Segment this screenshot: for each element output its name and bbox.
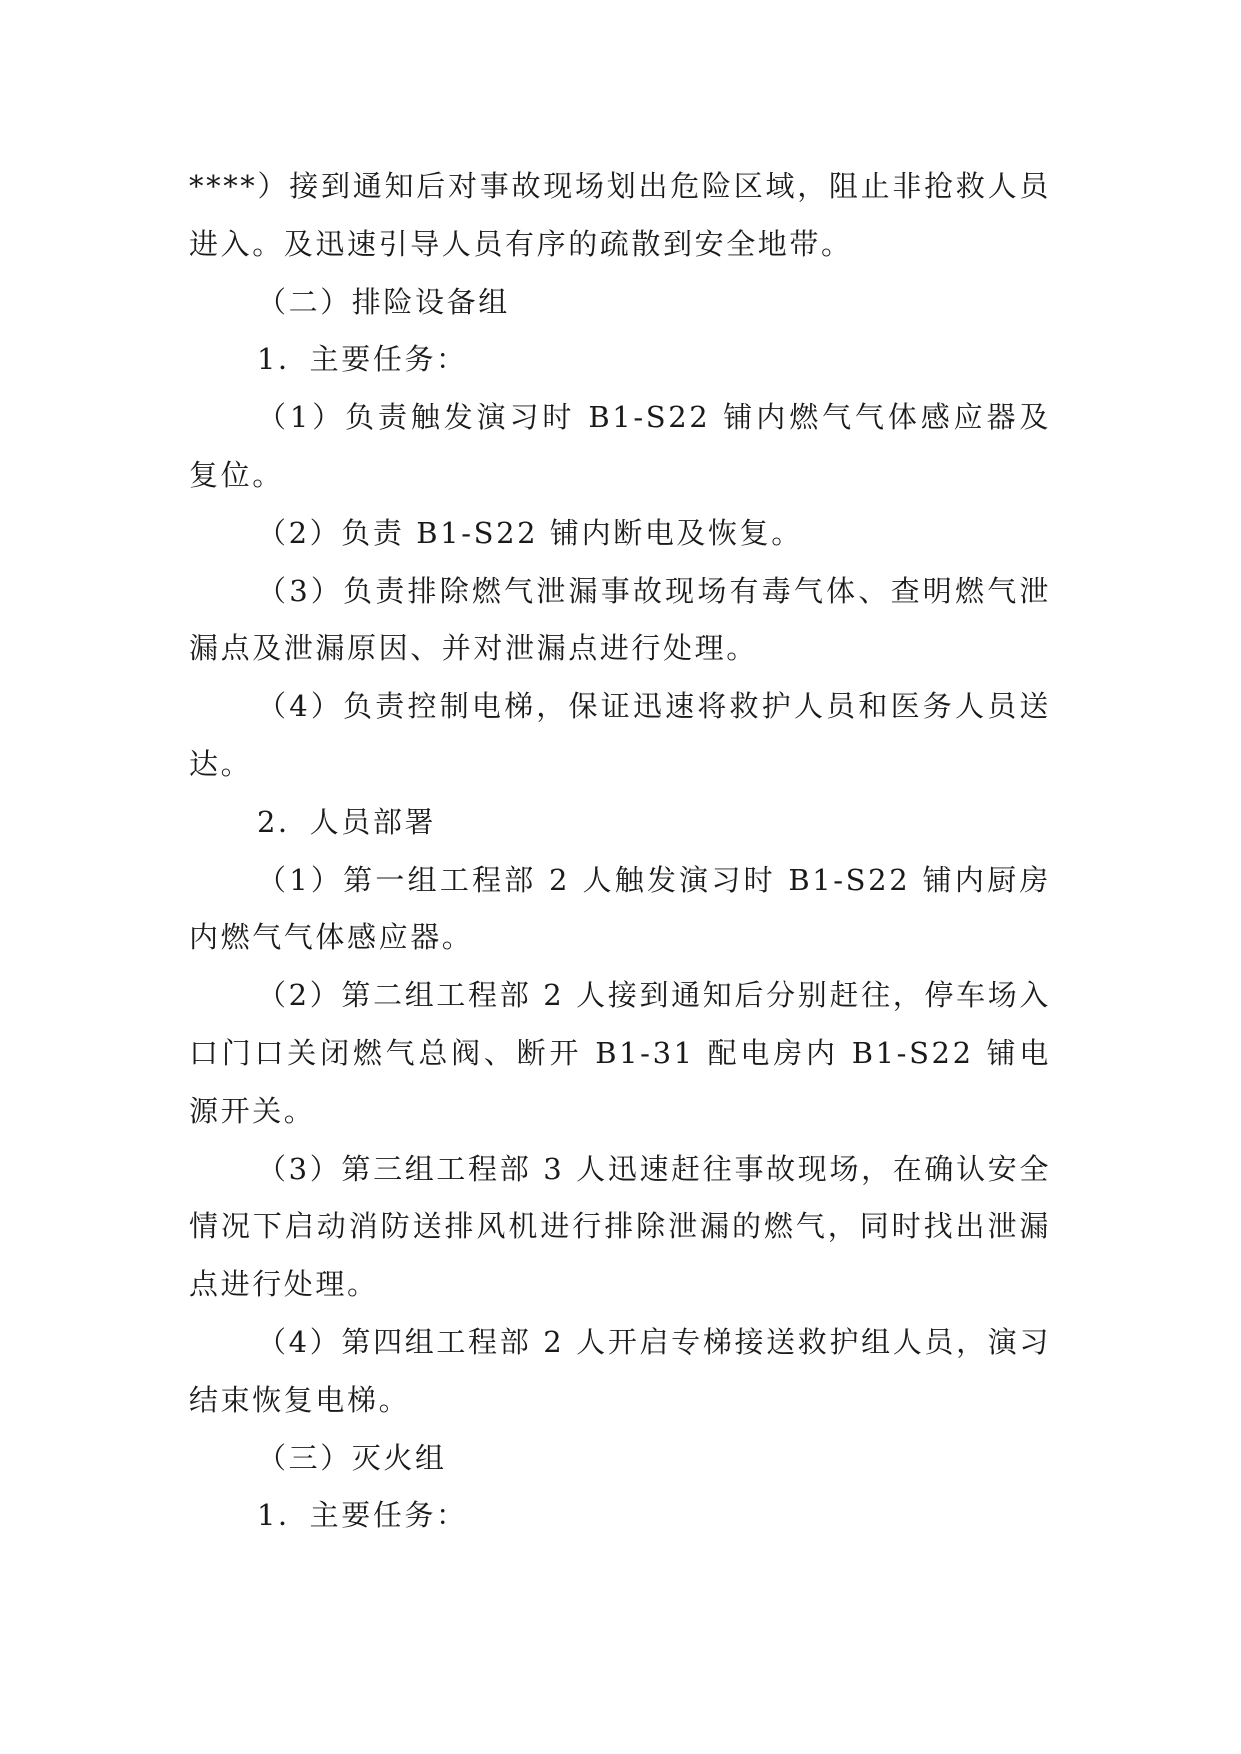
subheading-main-tasks-2: 1．主要任务：: [257, 1498, 468, 1533]
subheading-main-tasks: 1．主要任务：: [257, 342, 468, 377]
deployment-item-3: （3）第三组工程部 3 人迅速赶往事故现场，在确认安全情况下启动消防送排风机进行排除泄漏的燃气，同时找出泄漏点进行处理。: [189, 1151, 1051, 1302]
section-heading-fire-fighting-group: （三）灭火组: [257, 1440, 447, 1475]
deployment-item-4: （4）第四组工程部 2 人开启专梯接送救护组人员，演习结束恢复电梯。: [189, 1324, 1051, 1417]
deployment-item-1: （1）第一组工程部 2 人触发演习时 B1-S22 铺内厨房内燃气气体感应器。: [189, 862, 1051, 955]
task-item-2: （2）负责 B1-S22 铺内断电及恢复。: [257, 515, 803, 550]
document-body: [189, 158, 1051, 1545]
subheading-personnel-deployment: 2．人员部署: [257, 804, 437, 839]
section-heading-hazard-equipment-group: （二）排险设备组: [257, 284, 510, 319]
task-item-3: （3）负责排除燃气泄漏事故现场有毒气体、查明燃气泄漏点及泄漏原因、并对泄漏点进行处理。: [189, 573, 1051, 666]
task-item-1: （1）负责触发演习时 B1-S22 铺内燃气气体感应器及复位。: [189, 400, 1051, 492]
paragraph-continuation: ****）接到通知后对事故现场划出危险区域，阻止非抢救人员进入。及迅速引导人员有序的疏散到安全地带。: [189, 169, 1051, 261]
deployment-item-2: （2）第二组工程部 2 人接到通知后分别赶往，停车场入口门口关闭燃气总阀、断开 B1-31 配电房内 B1-S22 铺电源开关。: [189, 978, 1051, 1128]
task-item-4: （4）负责控制电梯，保证迅速将救护人员和医务人员送达。: [189, 689, 1051, 781]
